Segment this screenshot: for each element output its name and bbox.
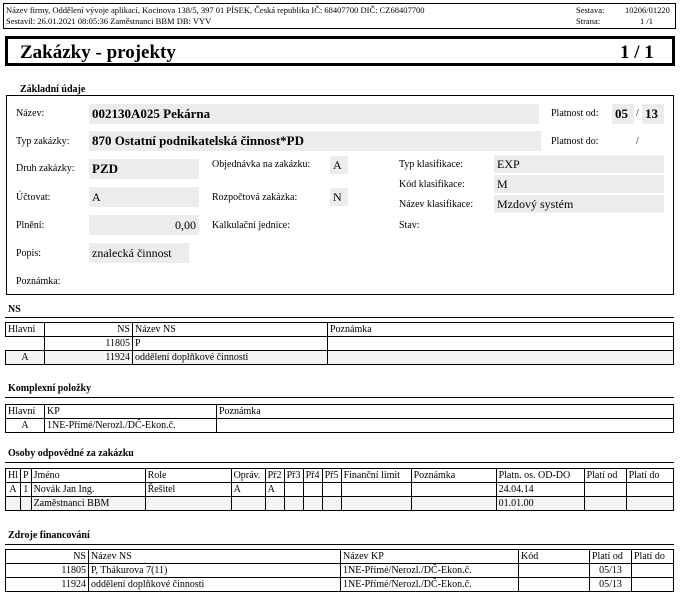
- table-row: A 1NE-Přímé/Nerozl./DČ-Ekon.č.: [6, 419, 674, 433]
- col-poznamka: Poznámka: [328, 323, 674, 337]
- page-number: 1 / 1: [620, 42, 654, 63]
- section-zdroje: Zdroje financování: [8, 530, 90, 541]
- typ-value: 870 Ostatní podnikatelská činnost*PD: [89, 131, 541, 151]
- table-header: NS Název NS Název KP Kód Platí od Platí do: [6, 550, 674, 564]
- table-row: 11805 P, Thákurova 7(11) 1NE-Přímé/Nerozl./DČ-Ekon.č. 05/13: [6, 564, 674, 578]
- platnost-do-value: /: [636, 136, 639, 147]
- typ-klasifikace-value: EXP: [494, 155, 664, 173]
- sestava-label: Sestava:: [576, 5, 605, 15]
- ns-divider: [5, 317, 674, 318]
- table-row: A 1 Novák Jan Ing. Řešitel A A 24.04.14: [6, 483, 674, 497]
- ns-table: [5, 322, 674, 365]
- popis-label: Popis:: [16, 248, 42, 259]
- rozpoctova-label: Rozpočtová zakázka:: [212, 192, 298, 203]
- section-zakladni: Základní údaje: [20, 84, 86, 95]
- poznamka-label: Poznámka:: [16, 276, 61, 287]
- popis-value: znalecká činnost: [89, 243, 189, 263]
- osoby-divider: [5, 462, 674, 463]
- platnost-od-label: Platnost od:: [551, 108, 599, 119]
- typ-label: Typ zakázky:: [16, 136, 70, 147]
- section-osoby: Osoby odpovědné za zakázku: [8, 448, 134, 459]
- table-row: 11924 oddělení doplňkové činnosti 1NE-Přímé/Nerozl./DČ-Ekon.č. 05/13: [6, 578, 674, 592]
- plneni-value: 0,00: [89, 215, 199, 235]
- objednavka-value: A: [330, 156, 348, 174]
- rozpoctova-value: N: [330, 188, 348, 206]
- table-row: 11805 P: [6, 337, 674, 351]
- strana-label: Strana:: [576, 16, 601, 26]
- author-line: Sestavil: 26.01.2021 08:05:36 Zaměstnanci BBM DB: VYV: [6, 16, 212, 26]
- druh-label: Druh zakázky:: [16, 163, 75, 174]
- zdroje-divider: [5, 544, 674, 545]
- plneni-label: Plnění:: [16, 220, 45, 231]
- company-line: Název firmy, Oddělení vývoje aplikací, Kocinova 138/5, 397 01 PÍSEK, Česká republika IČ: 68407700 DIČ: CZ68407700: [6, 5, 425, 15]
- col-hlavni: Hlavní: [6, 323, 45, 337]
- stav-label: Stav:: [399, 220, 420, 231]
- komplexni-divider: [5, 397, 674, 398]
- platnost-od-month: 05: [612, 104, 634, 124]
- kod-klasifikace-value: M: [494, 175, 664, 193]
- zdroje-table: [5, 549, 674, 592]
- kalkulacni-label: Kalkulační jednice:: [212, 220, 291, 231]
- platnost-do-label: Platnost do:: [551, 136, 599, 147]
- nazev-label: Název:: [16, 108, 45, 119]
- druh-value: PZD: [89, 159, 199, 179]
- kod-klasifikace-label: Kód klasifikace:: [399, 179, 465, 190]
- typ-klasifikace-label: Typ klasifikace:: [399, 159, 463, 170]
- uctovat-value: A: [89, 187, 199, 207]
- komplexni-table: [5, 404, 674, 433]
- table-header: [6, 323, 674, 337]
- section-komplexni: Komplexní položky: [8, 383, 92, 394]
- col-nazev-ns: Název NS: [133, 323, 328, 337]
- nazev-value: 002130A025 Pekárna: [89, 104, 539, 124]
- uctovat-label: Účtovat:: [16, 192, 51, 203]
- platnost-od-year: 13: [642, 104, 664, 124]
- table-row: A 11924 oddělení doplňkové činnosti: [6, 351, 674, 365]
- section-ns: NS: [8, 304, 21, 315]
- table-header: Hl P Jméno Role Opráv. Př2 Př3 Př4 Př5 Finanční limit Poznámka Platn. os. OD-DO Platí od Platí do: [6, 469, 674, 483]
- objednavka-label: Objednávka na zakázku:: [212, 159, 311, 170]
- sestava-value: 10206/01220: [625, 5, 670, 15]
- platnost-od-sep: /: [636, 108, 639, 119]
- nazev-klasifikace-value: Mzdový systém: [494, 195, 664, 213]
- nazev-klasifikace-label: Název klasifikace:: [399, 199, 474, 210]
- strana-value: 1 /1: [640, 16, 653, 26]
- col-ns: NS: [45, 323, 133, 337]
- osoby-table: [5, 468, 674, 511]
- table-header: Hlavní KP Poznámka: [6, 405, 674, 419]
- table-row: Zaměstnanci BBM 01.01.00: [6, 497, 674, 511]
- page-title: Zakázky - projekty: [20, 42, 176, 63]
